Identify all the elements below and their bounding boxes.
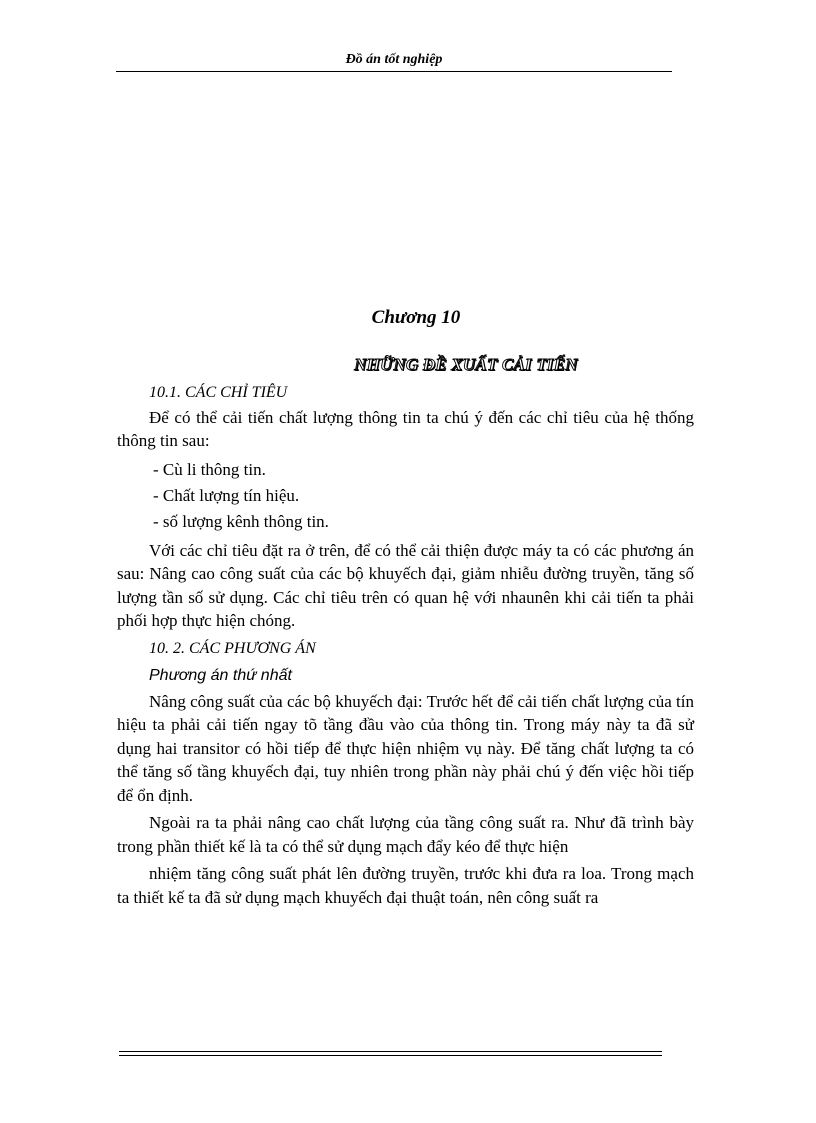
footer-rule [119,1051,662,1056]
paragraph-output-stage: Ngoài ra ta phải nâng cao chất lượng của tầng công suất ra. Như đã trình bày trong phần thiết kế là ta có thể sử dụng mạch đẩy kéo để thực hiện [117,813,694,856]
chapter-label: Chương 10 [371,307,461,328]
list-item-channel-count: - số lượng kênh thông tin. [153,511,329,531]
list-item-signal-quality: - Chất lượng tín hiệu. [153,485,300,505]
subheading-option-one: Phương án thứ nhất [149,667,292,684]
section-heading-options: 10. 2. CÁC PHƯƠNG ÁN [149,639,316,657]
header-title: Đồ án tốt nghiệp [345,52,443,67]
list-item-range: - Cù li thông tin. [153,459,266,479]
paragraph-intro: Để có thể cải tiến chất lượng thông tin ta chú ý đến các chỉ tiêu của hệ thống thông tin sau: [117,407,694,450]
chapter-title: NHỮNG ĐỀ XUẤT CẢI TIẾN [354,355,578,374]
paragraph-output-power: nhiệm tăng công suất phát lên đường truyền, trước khi đưa ra loa. Trong mạch ta thiết kế ta đã sử dụng mạch khuyếch đại thuật toán, nên công suất ra [117,864,694,907]
page-body [117,381,694,909]
paragraph-options-overview: Với các chỉ tiêu đặt ra ở trên, để có thể cải thiện được máy ta có các phương án sau: Nâng cao công suất của các bộ khuyếch đại, giảm nhiễu đường truyền, tăng số lượng tần số sử dụng. Các chỉ tiêu trên có quan hệ với nhaunên khi cải tiến ta phải phối hợp thực hiện chóng. [117,540,694,630]
paragraph-amplifier: Nâng công suất của các bộ khuyếch đại: Trước hết để cải tiến chất lượng của tín hiệu ta phải cải tiến ngay tõ tầng đầu vào của thông tin. Trong máy này ta đã sử dụng hai transitor có hồi tiếp để thực hiện nhiệm vụ này. Để tăng chất lượng ta có thể tăng số tầng khuyếch đại, tuy nhiên trong phần này phải chú ý đến việc hồi tiếp để ổn định. [117,691,694,805]
header-rule [116,71,672,72]
section-heading-criteria: 10.1. CÁC CHỈ TIÊU [149,384,288,401]
